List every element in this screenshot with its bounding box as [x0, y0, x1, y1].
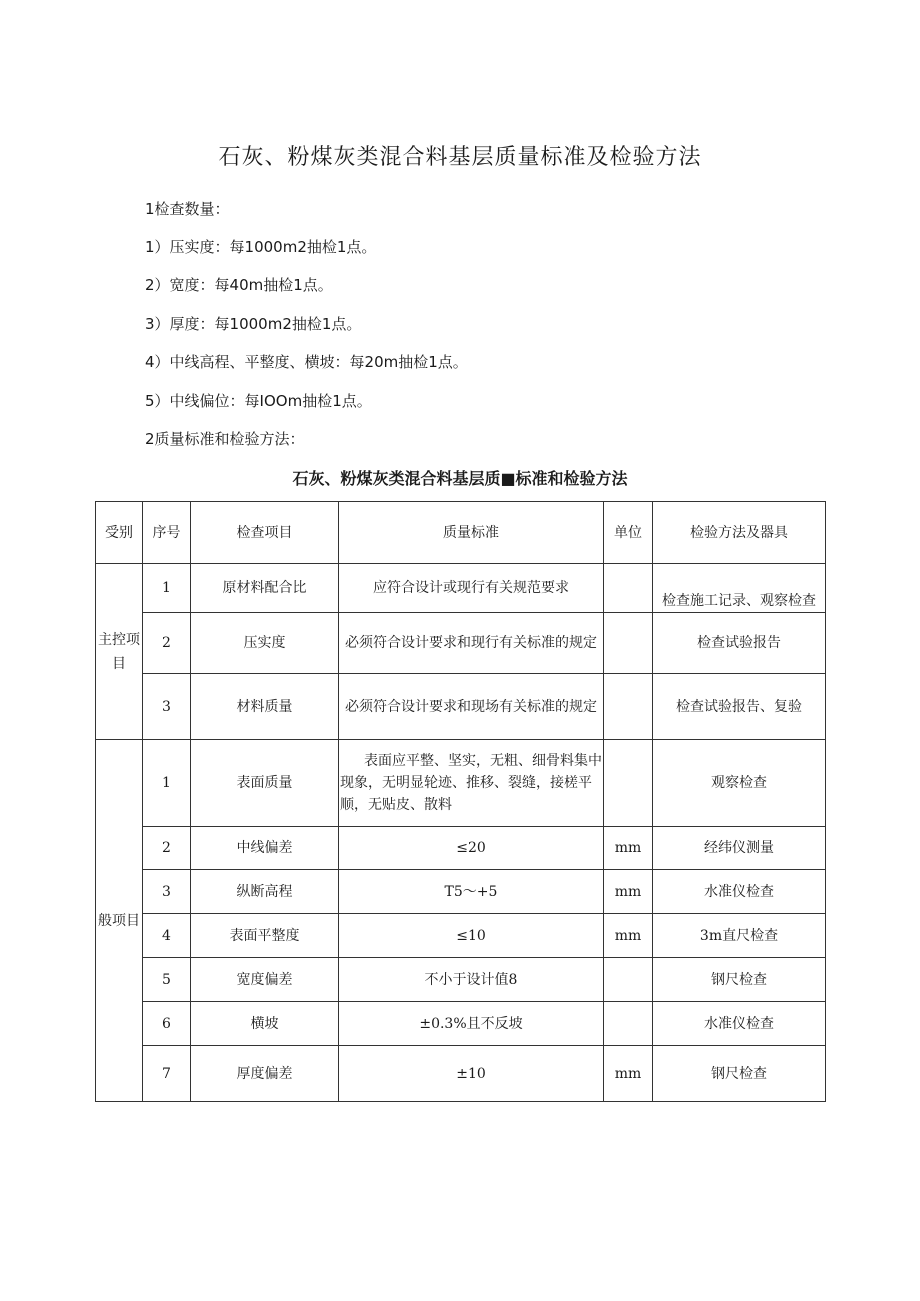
row-standard: 应符合设计或现行有关规范要求 — [339, 564, 604, 613]
row-method: 3m直尺检查 — [653, 914, 826, 958]
table-row — [96, 870, 826, 914]
row-seq: 3 — [143, 674, 191, 740]
table-row — [96, 827, 826, 870]
document-title: 石灰、粉煤灰类混合料基层质量标准及检验方法 — [218, 145, 702, 170]
row-unit: mm — [604, 870, 653, 914]
row-seq: 7 — [143, 1046, 191, 1102]
row-item: 材料质量 — [191, 674, 339, 740]
row-standard: ±0.3%且不反坡 — [339, 1002, 604, 1046]
row-standard: 必须符合设计要求和现行有关标准的规定 — [339, 613, 604, 674]
row-item: 原材料配合比 — [191, 564, 339, 613]
table-row — [96, 958, 826, 1002]
row-seq: 2 — [143, 613, 191, 674]
row-unit — [604, 958, 653, 1002]
row-method: 观察检查 — [653, 740, 826, 827]
section2-heading: 2质量标准和检验方法： — [145, 430, 305, 448]
row-standard: 表面应平整、坚实，无粗、细骨料集中现象，无明显轮迹、推移、裂缝，接槎平顺，无贴皮、散料 — [339, 740, 604, 827]
row-item: 中线偏差 — [191, 827, 339, 870]
header-item: 检查项目 — [191, 502, 339, 564]
row-item: 横坡 — [191, 1002, 339, 1046]
row-item: 厚度偏差 — [191, 1046, 339, 1102]
table-title: 石灰、粉煤灰类混合料基层质■标准和检验方法 — [292, 469, 628, 488]
row-seq: 1 — [143, 740, 191, 827]
row-standard: 不小于设计值8 — [339, 958, 604, 1002]
row-seq: 1 — [143, 564, 191, 613]
row-seq: 2 — [143, 827, 191, 870]
table-row — [96, 1002, 826, 1046]
header-unit: 单位 — [604, 502, 653, 564]
header-seq: 序号 — [143, 502, 191, 564]
row-standard: ≤10 — [339, 914, 604, 958]
inspection-item: 3）厚度：每1000m2抽检1点。 — [145, 315, 362, 333]
inspection-item: 5）中线偏位：每IOOm抽检1点。 — [145, 392, 372, 410]
section1-heading: 1检查数量： — [145, 200, 230, 218]
row-item: 表面质量 — [191, 740, 339, 827]
header-standard: 质量标准 — [339, 502, 604, 564]
header-category: 受别 — [96, 502, 143, 564]
table-row — [96, 674, 826, 740]
row-unit — [604, 564, 653, 613]
table-row — [96, 564, 826, 613]
row-method: 钢尺检查 — [653, 1046, 826, 1102]
row-unit — [604, 674, 653, 740]
row-unit: mm — [604, 914, 653, 958]
category-main-control: 主控项目 — [96, 564, 143, 740]
row-standard: ≤20 — [339, 827, 604, 870]
inspection-item: 1）压实度：每1000m2抽检1点。 — [145, 238, 377, 256]
row-method: 检查试验报告、复验 — [653, 674, 826, 740]
row-item: 表面平整度 — [191, 914, 339, 958]
row-seq: 4 — [143, 914, 191, 958]
row-method: 钢尺检查 — [653, 958, 826, 1002]
row-method: 水准仪检查 — [653, 870, 826, 914]
row-standard: ±10 — [339, 1046, 604, 1102]
row-unit: mm — [604, 827, 653, 870]
row-seq: 6 — [143, 1002, 191, 1046]
row-standard: 必须符合设计要求和现场有关标准的规定 — [339, 674, 604, 740]
quality-standards-table — [95, 501, 826, 1102]
row-unit — [604, 613, 653, 674]
table-header-row — [96, 502, 826, 564]
row-item: 纵断高程 — [191, 870, 339, 914]
row-unit — [604, 1002, 653, 1046]
row-seq: 5 — [143, 958, 191, 1002]
row-item: 宽度偏差 — [191, 958, 339, 1002]
table-row — [96, 613, 826, 674]
inspection-item: 2）宽度：每40m抽检1点。 — [145, 276, 333, 294]
row-unit — [604, 740, 653, 827]
header-method: 检验方法及器具 — [653, 502, 826, 564]
inspection-item: 4）中线高程、平整度、横坡：每20m抽检1点。 — [145, 353, 468, 371]
category-general: 般项目 — [96, 740, 143, 1102]
row-standard: T5～+5 — [339, 870, 604, 914]
row-seq: 3 — [143, 870, 191, 914]
row-item: 压实度 — [191, 613, 339, 674]
row-method: 检查试验报告 — [653, 613, 826, 674]
row-method: 检查施工记录、观察检查 — [653, 564, 826, 613]
table-row — [96, 914, 826, 958]
table-row — [96, 740, 826, 827]
row-method: 水准仪检查 — [653, 1002, 826, 1046]
table-row — [96, 1046, 826, 1102]
row-method: 经纬仪测量 — [653, 827, 826, 870]
row-unit: mm — [604, 1046, 653, 1102]
